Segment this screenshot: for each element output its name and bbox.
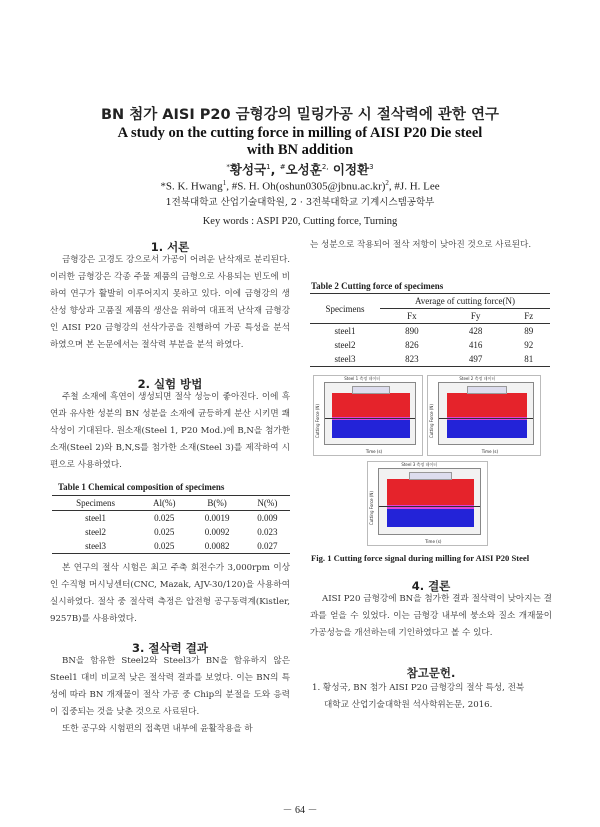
fx-signal	[387, 479, 474, 506]
table-cell: steel1	[85, 513, 107, 523]
references-heading: 참고문헌.	[406, 666, 456, 680]
panel-title: Steel 3 측정 데이터	[401, 462, 438, 467]
page-number: － 64 －	[282, 805, 318, 816]
table-cell: 0.0082	[204, 541, 230, 551]
table-cell: steel1	[334, 326, 356, 336]
table2-caption: Table 2 Cutting force of specimens	[311, 281, 444, 291]
table-cell: steel3	[85, 541, 107, 551]
reference-item-1: 1. 황성국, BN 첨가 AISI P20 금형강의 절삭 특성, 전북 대학교 산업기술대학원 석사학위논문, 2016.	[312, 683, 525, 710]
figure-panel-steel1	[313, 375, 423, 456]
table1-header-cell: N(%)	[257, 498, 278, 508]
table2-header-cell: Fy	[470, 311, 481, 321]
table-cell: steel2	[85, 527, 107, 537]
section-conclusion-heading: 4. 결론	[411, 579, 451, 593]
table-cell: 0.027	[257, 541, 278, 551]
table-row	[52, 511, 290, 526]
fy-signal	[447, 418, 528, 438]
paper-title-english-line2: with BN addition	[246, 142, 354, 158]
table1-caption: Table 1 Chemical composition of specimens	[58, 482, 225, 492]
keywords: Key words : ASPI P20, Cutting force, Turning	[202, 216, 398, 227]
table2-cutting-force	[310, 293, 550, 367]
x-axis-label: Time (s)	[481, 449, 499, 454]
fx-signal	[332, 393, 409, 419]
table1-header-cell: Specimens	[76, 498, 116, 508]
fx-signal	[447, 393, 528, 419]
fy-signal	[332, 418, 409, 438]
table1-composition	[52, 495, 290, 554]
table-cell: 826	[405, 340, 419, 350]
x-axis-label: Time (s)	[365, 449, 383, 454]
table-cell: 92	[524, 340, 534, 350]
authors-english: *S. K. Hwang$^1$, #S. H. Oh(oshun0305@jbnu.ac.kr)$^2$, #J. H. Lee	[160, 179, 440, 193]
section-introduction-heading: 1. 서론	[150, 240, 190, 254]
table2-header-cell: Fz	[524, 311, 534, 321]
table-cell: 0.023	[257, 527, 278, 537]
table-cell: 416	[468, 340, 483, 350]
affiliation: 1전북대학교 산업기술대학원, 2 · 3전북대학교 기계시스템공학부	[165, 197, 435, 208]
y-axis-label: Cutting Force (N)	[315, 403, 320, 438]
section-method-heading: 2. 실험 방법	[137, 377, 203, 391]
table-row	[52, 539, 290, 554]
legend	[409, 472, 451, 480]
table-cell: 0.025	[154, 527, 175, 537]
section-result-body: BN을 함유한 Steel2와 Steel3가 BN을 함유하지 않은 Steel1 대비 비교적 낮은 절삭력 결과를 보였다. 이는 BN의 특성에 따라 BN 개재물이 절삭 가공 중 Chip의 분절을 도와 응력이 집중되는 것을 낮춘 것으로 사료된다. 또한 공구와 시험편의 접촉면 내부에 윤활작용을 하	[50, 656, 290, 734]
table-cell: 890	[405, 326, 419, 336]
table-cell: 89	[524, 326, 534, 336]
paper-title-korean: BN 첨가 AISI P20 금형강의 밀링가공 시 절삭력에 관한 연구	[100, 107, 499, 123]
table-row	[310, 352, 550, 367]
section-method-body: 주철 소재에 흑연이 생성되면 절삭 성능이 좋아진다. 이에 흑연과 유사한 성분의 BN 성분을 소재에 균등하게 분산 시키면 쾌삭성이 기대된다. 원소재(Steel 1, P20 Mod.)에 B,N을 첨가한 소재(Steel 2)와 B,N,S를 첨가한 소재(Steel 3)를 제작하여 시편으로 사용하였다.	[50, 392, 290, 470]
table-row	[310, 338, 550, 352]
section-method-body-2: 본 연구의 절삭 시험은 최고 주축 회전수가 3,000rpm 이상인 수직형 머시닝센터(CNC, Mazak, AJV-30/120)을 사용하여 실시하였다. 절삭 중 절삭력 측정은 압전형 공구동력계(Kistler, 9257B)를 사용하였다.	[50, 563, 290, 624]
table2-header-specimens: Specimens	[310, 294, 380, 324]
section-result-heading: 3. 절삭력 결과	[132, 641, 208, 655]
fy-signal	[387, 507, 474, 528]
table-cell: 0.009	[257, 513, 278, 523]
x-axis-label: Time (s)	[425, 539, 442, 544]
table-cell: 428	[468, 326, 483, 336]
figure1-caption: Fig. 1 Cutting force signal during milling for AISI P20 Steel	[311, 553, 530, 563]
y-axis-label: Cutting Force (N)	[429, 403, 434, 438]
table-cell: 0.025	[154, 541, 175, 551]
figure-panel-steel2	[427, 375, 541, 456]
section-result-continued: 는 성분으로 작용되어 절삭 저항이 낮아진 것으로 사료된다.	[310, 240, 532, 250]
plot-area	[324, 382, 416, 445]
panel-title: Steel 1 측정 데이터	[344, 376, 381, 381]
table-cell: 0.0092	[204, 527, 230, 537]
paper-title-english-line1: A study on the cutting force in milling of AISI P20 Die steel	[117, 125, 483, 141]
table-cell: steel3	[334, 354, 356, 364]
panel-title: Steel 2 측정 데이터	[459, 376, 496, 381]
authors-korean: *황성국$^1$, #오성훈$^{2,}$ 이정환$^3$	[226, 162, 374, 177]
legend	[352, 386, 390, 394]
table-cell: steel2	[334, 340, 356, 350]
figure-panel-steel3	[367, 461, 488, 546]
plot-area	[378, 468, 481, 535]
table1-header-cell: B(%)	[207, 498, 227, 508]
table2-header-group: Average of cutting force(N)	[380, 294, 550, 309]
y-axis-label: Cutting Force (N)	[369, 491, 374, 526]
zero-line	[325, 418, 415, 419]
legend	[467, 386, 507, 394]
section-introduction-body: 금형강은 고경도 강으로서 가공이 어려운 난삭재로 분리된다. 이러한 금형강은 각종 주물 제품의 금형으로 사용되는 빈도에 비하여 연구가 활발히 이루어지지 못하고 있다. 이에 금형강의 생산성 향상과 고품질 제품의 생산을 위하여 대표적 난삭재 금형강인 AISI P20 금형강의 선삭가공을 진행하여 가공 특성을 분석 하였으며 본 논문에서는 절삭력 부분을 분석 하였다.	[50, 255, 290, 350]
zero-line	[439, 418, 533, 419]
plot-area	[438, 382, 534, 445]
table-cell: 0.025	[154, 513, 175, 523]
table-cell: 81	[524, 354, 534, 364]
zero-line	[379, 506, 480, 507]
table2-header-cell: Fx	[407, 311, 417, 321]
table-row	[52, 525, 290, 539]
table-cell: 823	[405, 354, 419, 364]
table1-header-cell: Al(%)	[153, 498, 176, 508]
table-cell: 497	[468, 354, 483, 364]
table-cell: 0.0019	[204, 513, 230, 523]
section-conclusion-body: AISI P20 금형강에 BN을 첨가한 결과 절삭력이 낮아지는 결과를 얻을 수 있었다. 이는 금형강 내부에 붕소와 질소 개재물이 가공성능을 개선하는데 기인하였다고 볼 수 있다.	[310, 594, 552, 638]
table-row	[310, 324, 550, 339]
